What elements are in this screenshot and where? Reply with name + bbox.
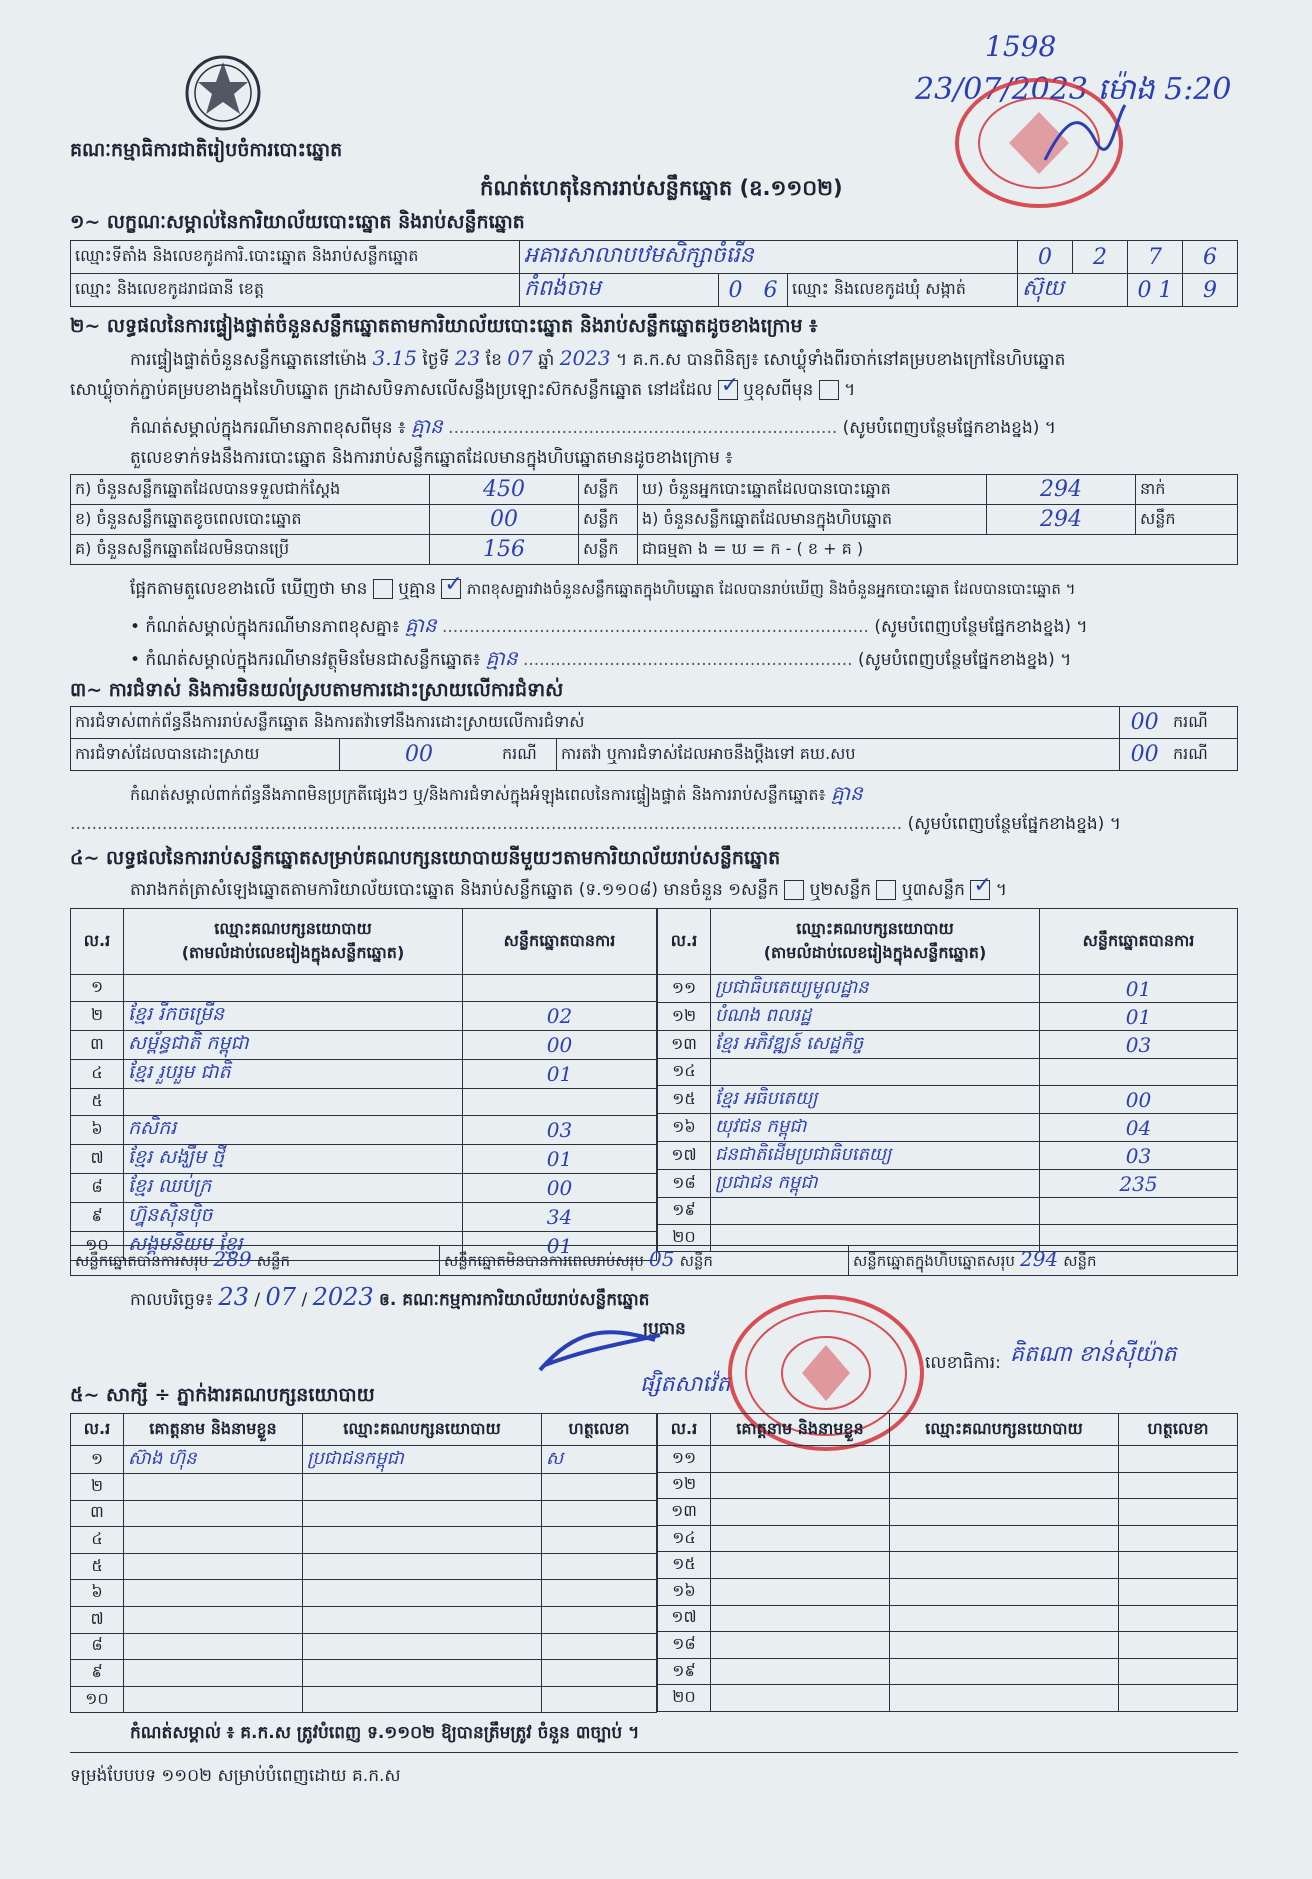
s1-row2-code-2: 6 — [763, 277, 778, 303]
witness-party — [303, 1474, 542, 1501]
count-c-unit: សន្លឹក — [579, 535, 638, 565]
total-invalid-cell — [440, 1246, 849, 1276]
party-votes: 04 — [1040, 1114, 1238, 1142]
s1-row1-code-4: 6 — [1183, 241, 1238, 274]
s2-line1-post: ។ គ.ក.ស បានពិនិត្យ៖ សោឃ្លុំទាំងពីរចាក់នៅគម្របខាងក្រៅនៃហិបឆ្នោត — [616, 350, 1066, 370]
s2-day: 23 — [454, 346, 481, 370]
s1-commune-code-3: 9 — [1183, 274, 1238, 307]
witness-name — [124, 1474, 303, 1501]
table-row — [71, 975, 657, 1002]
table-row — [658, 1198, 1238, 1225]
witness-signature: ស — [542, 1446, 657, 1474]
row-no: ១៩ — [658, 1198, 711, 1225]
table-row — [658, 1472, 1238, 1499]
witness-name — [124, 1500, 303, 1527]
row-no: ១៥ — [658, 1552, 711, 1579]
chair-name: ផ្សិតសាវ៉េត — [640, 1372, 731, 1397]
table-row — [658, 1658, 1238, 1685]
s4-sub-text: តារាងកត់ត្រាសំឡេងឆ្នោតតាមការិយាល័យបោះឆ្នោត និងរាប់សន្លឹកឆ្នោត (ទ.១១០៨) មានចំនួន ១សន្លឹក — [130, 880, 779, 900]
total-valid-value: 289 — [213, 1247, 252, 1271]
s2-bullet1-label: • កំណត់សម្គាល់ក្នុងករណីមានភាពខុសគ្នា៖ — [130, 617, 400, 637]
table-row — [658, 1086, 1238, 1114]
col-name: គោត្តនាម និងនាមខ្លួន — [711, 1414, 890, 1446]
s2-bullet2: • កំណត់សម្គាល់ក្នុងករណីមានវត្ថុមិនមែនជាសន្លឹកឆ្នោត៖ គ្មាន ............................................................. (សូមបំពេញបន្ថែមផ្នែកខាងខ្នង) ។ — [130, 646, 1072, 670]
count-d-value: 294 — [987, 475, 1136, 505]
s3-note-label: កំណត់សម្គាល់ពាក់ព័ន្ធនឹងភាពមិនប្រក្រតីផ្សេងៗ ឬ/និងការជំទាស់ក្នុងអំឡុងពេលនៃការផ្ទៀងផ្ទាត់ និងការរាប់សន្លឹកឆ្នោត៖ — [130, 785, 826, 804]
total-valid-label: សន្លឹកឆ្នោតបានការសរុប — [75, 1252, 209, 1270]
s3-row2-unit: ករណី — [498, 739, 557, 771]
table-row — [71, 1002, 657, 1031]
row-no: ២ — [71, 1474, 124, 1501]
s2-fill-hint: (សូមបំពេញបន្ថែមផ្នែកខាងខ្នង) ។ — [842, 418, 1056, 438]
s1-row2-commune-value: ស៊ុយ — [1018, 274, 1128, 307]
party-votes: 01 — [1040, 975, 1238, 1003]
witness-signature — [542, 1686, 657, 1713]
row-no: ១៨ — [658, 1170, 711, 1198]
s2-line2-text: សោឃ្លុំចាក់ភ្ជាប់គម្របខាងក្នុងនៃហិបឆ្នោត ក្រដាសបិទភាសលើសន្លឹងប្រឡោះស៊កសន្លឹកឆ្នោត នៅដដែល — [70, 380, 713, 400]
party-votes — [1040, 1059, 1238, 1086]
count-d-unit: នាក់ — [1136, 475, 1238, 505]
row-no: ៣ — [71, 1031, 124, 1060]
witness-signature — [542, 1500, 657, 1527]
table-row — [658, 1031, 1238, 1059]
row-no: ១៨ — [658, 1632, 711, 1659]
col-party — [124, 909, 463, 975]
party-name: ខ្មែរ រីកចម្រើន — [124, 1002, 463, 1031]
check-mark-icon: ✓ — [444, 572, 463, 597]
table-row — [658, 1578, 1238, 1605]
witness-signature — [542, 1474, 657, 1501]
signature-mark-top — [1040, 100, 1130, 174]
s3-row1-unit: ករណី — [1169, 707, 1238, 739]
row-no: ២០ — [658, 1225, 711, 1252]
table-row — [71, 1527, 657, 1554]
party-votes: 235 — [1040, 1170, 1238, 1198]
col-party: ឈ្មោះគណបក្សនយោបាយ — [890, 1414, 1119, 1446]
col-no: ល.រ — [658, 1414, 711, 1446]
col-party-sub: (តាមលំដាប់លេខរៀងក្នុងសន្លឹកឆ្នោត) — [763, 942, 987, 962]
witness-name — [124, 1580, 303, 1607]
s2-note: កំណត់សម្គាល់ក្នុងករណីមានភាពខុសពីមុន ៖ គ្មាន ........................................................................ (សូមបំពេញបន្ថែមផ្នែកខាងខ្នង) ។ — [130, 414, 1056, 438]
party-name: ខ្មែរ រួបរួម ជាតិ — [124, 1060, 463, 1089]
witness-signature — [542, 1553, 657, 1580]
witness-name — [124, 1527, 303, 1554]
form-title: កំណត់ហេតុនៃការរាប់សន្លឹកឆ្នោត (ឧ.១១០២) — [480, 176, 843, 200]
s1-row1-code-1: 0 — [1018, 241, 1073, 274]
footer-divider — [70, 1752, 1238, 1753]
s4-sub-opt3: ឬ៣សន្លឹក — [901, 880, 965, 900]
witness-party — [303, 1606, 542, 1633]
sheets-3-checkbox[interactable] — [970, 873, 992, 900]
row-no: ១ — [71, 1446, 124, 1474]
section4-heading: ៤~ លទ្ធផលនៃការរាប់សន្លឹកឆ្នោតសម្រាប់គណបក្សនយោបាយនីមួយៗតាមការិយាល័យរាប់សន្លឹកឆ្នោត — [70, 847, 781, 869]
s2-bullet1: • កំណត់សម្គាល់ក្នុងករណីមានភាពខុសគ្នា៖ គ្មាន ............................................................................... (សូមបំពេញបន្ថែមផ្នែកខាងខ្នង) ។ — [130, 613, 1088, 637]
row-no: ៤ — [71, 1527, 124, 1554]
sheets-2-checkbox[interactable] — [876, 880, 896, 900]
stamp-top-number: 1598 — [985, 30, 1057, 63]
party-votes: 03 — [463, 1116, 657, 1145]
s2-diff-post: ភាពខុសគ្នារវាងចំនួនសន្លឹកឆ្នោតក្នុងហិបឆ្នោត ដែលបានរាប់ឃើញ និងចំនួនអ្នកបោះឆ្នោត ដែលបានបោះឆ្នោត ។ — [466, 580, 1076, 598]
party-name — [711, 1198, 1040, 1225]
s4-sub-opt2: ឬ២សន្លឹក — [809, 880, 872, 900]
s2-bullet2-label: • កំណត់សម្គាល់ក្នុងករណីមានវត្ថុមិនមែនជាសន្លឹកឆ្នោត៖ — [130, 650, 481, 670]
row-no: ៥ — [71, 1089, 124, 1116]
col-party: ឈ្មោះគណបក្សនយោបាយ — [303, 1414, 542, 1446]
row-no: ៩ — [71, 1660, 124, 1687]
party-votes: 01 — [1040, 1003, 1238, 1031]
count-a-unit: សន្លឹក — [579, 475, 638, 505]
party-votes: 01 — [463, 1232, 657, 1261]
party-votes — [463, 1089, 657, 1116]
s4-sub: តារាងកត់ត្រាសំឡេងឆ្នោតតាមការិយាល័យបោះឆ្នោត និងរាប់សន្លឹកឆ្នោត (ទ.១១០៨) មានចំនួន ១សន្លឹក ឬ២សន្លឹក ឬ៣សន្លឹក ✓ ។ — [130, 873, 1008, 900]
row-no: ៨ — [71, 1174, 124, 1203]
footer-form-note: ទម្រង់បែបបទ ១១០២ សម្រាប់បំពេញដោយ គ.ក.ស — [70, 1766, 401, 1786]
table-row — [71, 1606, 657, 1633]
col-party-title: ឈ្មោះគណបក្សនយោបាយ — [796, 918, 954, 938]
s2-line2-or: ឬខុសពីមុន — [743, 380, 814, 400]
total-valid-unit: សន្លឹក — [256, 1252, 291, 1270]
total-invalid-value: 05 — [649, 1247, 675, 1271]
party-votes: 34 — [463, 1203, 657, 1232]
count-e-label: ង) ចំនួនសន្លឹកឆ្នោតដែលមានក្នុងហិបឆ្នោត — [638, 505, 987, 535]
party-votes: 00 — [463, 1174, 657, 1203]
row-no: ២ — [71, 1002, 124, 1031]
row-no: ១២ — [658, 1472, 711, 1499]
s1-row1-code-3: 7 — [1128, 241, 1183, 274]
party-votes: 00 — [463, 1031, 657, 1060]
s1-row1-value: អគារសាលាបឋមសិក្សាចំរើន — [520, 241, 1018, 274]
witness-party — [303, 1580, 542, 1607]
table-row — [71, 1474, 657, 1501]
party-name — [124, 1089, 463, 1116]
s2-bullet1-hint: (សូមបំពេញបន្ថែមផ្នែកខាងខ្នង) ។ — [874, 617, 1088, 637]
section3-heading: ៣~ ការជំទាស់ និងការមិនយល់ស្របតាមការដោះស្រាយលើការជំទាស់ — [70, 679, 564, 701]
s1-row1-label: ឈ្មោះទីតាំង និងលេខកូដការិ.បោះឆ្នោត និងរាប់សន្លឹកឆ្នោត — [71, 241, 520, 274]
party-votes: 03 — [1040, 1031, 1238, 1059]
witness-name: ស៊ាង ហ៊ុន — [124, 1446, 303, 1474]
row-no: ៨ — [71, 1633, 124, 1660]
s2-line1 — [130, 346, 1065, 374]
s2-diff-line — [130, 572, 1076, 603]
s2-diff-or: ឬគ្មាន — [398, 579, 437, 599]
col-party-sub: (តាមលំដាប់លេខរៀងក្នុងសន្លឹកឆ្នោត) — [181, 942, 405, 962]
table-row — [658, 1142, 1238, 1170]
s1-row2-label: ឈ្មោះ និងលេខកូដរាជធានី ខេត្ត — [71, 274, 520, 307]
witness-table-left — [70, 1413, 657, 1713]
table-row — [658, 1114, 1238, 1142]
s2-intro: តួលេខទាក់ទងនឹងការបោះឆ្នោត និងការរាប់សន្លឹកឆ្នោតដែលមានក្នុងហិបឆ្នោតមានដូចខាងក្រោម ៖ — [130, 448, 733, 468]
count-formula: ជាធម្មតា ង = ឃ = ក - ( ខ + គ ) — [638, 535, 1238, 565]
party-name: កសិករ — [124, 1116, 463, 1145]
count-d-label: ឃ) ចំនួនអ្នកបោះឆ្នោតដែលបានបោះឆ្នោត — [638, 475, 987, 505]
count-b-unit: សន្លឹក — [579, 505, 638, 535]
col-party — [711, 909, 1040, 975]
witness-name — [124, 1606, 303, 1633]
date-year: 2023 — [312, 1283, 374, 1311]
s5-footnote: កំណត់សម្គាល់ ៖ គ.ក.ស ត្រូវបំពេញ ទ.១១០២ ឱ្យបានត្រឹមត្រូវ ចំនួន ៣ច្បាប់ ។ — [130, 1723, 640, 1743]
s3-row2b-value: 00 — [1120, 739, 1169, 771]
s2-line1-year: ឆ្នាំ — [538, 350, 555, 370]
row-no: ១៣ — [658, 1499, 711, 1526]
total-invalid-unit: សន្លឹក — [679, 1252, 713, 1270]
party-votes: 02 — [463, 1002, 657, 1031]
total-box-cell — [849, 1246, 1238, 1276]
received-timestamp: 23/07/2023 ម៉ោង 5:20 — [915, 72, 1232, 107]
table-row — [658, 1525, 1238, 1552]
party-name — [711, 1059, 1040, 1086]
row-no: ១៧ — [658, 1605, 711, 1632]
table-row — [71, 1145, 657, 1174]
witness-party — [303, 1660, 542, 1687]
s2-year: 2023 — [559, 346, 611, 370]
row-no: ១៩ — [658, 1658, 711, 1685]
party-name: ប្រជាជន កម្ពុជា — [711, 1170, 1040, 1198]
party-name: ខ្មែរ សង្ឃឹម ថ្មី — [124, 1145, 463, 1174]
seal-changed-checkbox[interactable] — [819, 380, 839, 400]
seal-intact-checkbox[interactable] — [718, 373, 740, 400]
count-c-label: គ) ចំនួនសន្លឹកឆ្នោតដែលមិនបានប្រើ — [71, 535, 430, 565]
section5-heading: ៥~ សាក្សី ÷ ភ្នាក់ងារគណបក្សនយោបាយ — [70, 1384, 375, 1406]
row-no: ១០ — [71, 1686, 124, 1713]
section2-heading: ២~ លទ្ធផលនៃការផ្ទៀងផ្ទាត់ចំនួនសន្លឹកឆ្នោតតាមការិយាល័យបោះឆ្នោត និងរាប់សន្លឹកឆ្នោតដូចខាងក្រោម ៖ — [70, 315, 818, 337]
sheets-1-checkbox[interactable] — [784, 880, 804, 900]
party-votes: 01 — [463, 1145, 657, 1174]
difference-no-checkbox[interactable] — [441, 572, 463, 599]
witness-name — [124, 1686, 303, 1713]
row-no: ៦ — [71, 1116, 124, 1145]
party-votes: 00 — [1040, 1086, 1238, 1114]
s1-row1-code-2: 2 — [1073, 241, 1128, 274]
total-valid-cell — [71, 1246, 440, 1276]
col-name: គោត្តនាម និងនាមខ្លួន — [124, 1414, 303, 1446]
row-no: ២០ — [658, 1685, 711, 1712]
count-b-label: ខ) ចំនួនសន្លឹកឆ្នោតខូចពេលបោះឆ្នោត — [71, 505, 430, 535]
check-mark-icon: ✓ — [720, 373, 740, 398]
s2-line1-day: ថ្ងៃទី — [422, 350, 450, 370]
party-name: ហ្វ៊ុនស៊ិនប៉ិច — [124, 1203, 463, 1232]
count-e-unit: សន្លឹក — [1136, 505, 1238, 535]
witness-name — [124, 1553, 303, 1580]
witness-table-right — [657, 1413, 1238, 1712]
party-name: ខ្មែរ ឈប់ក្រ — [124, 1174, 463, 1203]
table-row — [71, 1060, 657, 1089]
s1-commune-code-1: 0 — [1137, 277, 1152, 303]
s3-row2b-label: ការតវ៉ា ឬការជំទាស់ដែលអាចនឹងប្តឹងទៅ គឃ.សប — [557, 739, 1120, 771]
secretary-label: លេខាធិការ: — [925, 1353, 1001, 1373]
row-no: ៦ — [71, 1580, 124, 1607]
secretary-name: គិតណា ខាន់ស៊ីយ៉ាត — [1010, 1342, 1177, 1367]
s3-row2b-unit: ករណី — [1169, 739, 1238, 771]
s1-row2-commune-label: ឈ្មោះ និងលេខកូដឃុំ សង្កាត់ — [788, 274, 1018, 307]
table-row — [658, 1446, 1238, 1473]
col-sign: ហត្ថលេខា — [542, 1414, 657, 1446]
witness-party: ប្រជាជនកម្ពុជា — [303, 1446, 542, 1474]
table-row — [71, 1660, 657, 1687]
s2-bullet1-value: គ្មាន — [404, 613, 437, 637]
total-box-value: 294 — [1019, 1247, 1059, 1271]
s4-date-line: កាលបរិច្ឆេទ៖ 23 / 07 / 2023 ឲ. គណៈកម្មការការិយាល័យរាប់សន្លឹកឆ្នោត — [130, 1283, 650, 1311]
witness-name — [124, 1660, 303, 1687]
witness-signature — [542, 1606, 657, 1633]
row-no: ៧ — [71, 1145, 124, 1174]
s3-row2-value: 00 — [340, 739, 499, 771]
s2-counts-table — [70, 474, 1238, 565]
chair-label: ប្រធាន — [643, 1319, 686, 1339]
col-sign: ហត្ថលេខា — [1119, 1414, 1238, 1446]
nec-logo — [178, 48, 268, 134]
table-row — [71, 1446, 657, 1474]
party-name: សង្គមនិយម ខ្មែរ — [124, 1232, 463, 1261]
row-no: ១ — [71, 975, 124, 1002]
col-no: ល.រ — [71, 909, 124, 975]
table-row — [71, 1174, 657, 1203]
row-no: ៥ — [71, 1553, 124, 1580]
table-row — [71, 1553, 657, 1580]
table-row — [658, 1552, 1238, 1579]
witness-signature — [542, 1527, 657, 1554]
s4-totals — [70, 1245, 1238, 1276]
s2-bullet2-value: គ្មាន — [485, 646, 518, 670]
party-votes: 01 — [463, 1060, 657, 1089]
party-name: សម្ព័ន្ធជាតិ កម្ពុជា — [124, 1031, 463, 1060]
table-row — [71, 1031, 657, 1060]
check-mark-icon: ✓ — [973, 873, 992, 898]
table-row — [71, 1116, 657, 1145]
s2-diff-pre: ផ្អែកតាមតួលេខខាងលើ ឃើញថា មាន — [130, 579, 368, 599]
s2-time: 3.15 — [372, 346, 418, 370]
difference-yes-checkbox[interactable] — [373, 579, 393, 599]
party-name: ខ្មែរ អធិបតេយ្យ — [711, 1086, 1040, 1114]
party-votes — [463, 975, 657, 1002]
date-label: កាលបរិច្ឆេទ៖ — [130, 1290, 214, 1310]
witness-party — [303, 1500, 542, 1527]
count-a-value: 450 — [430, 475, 579, 505]
row-no: ៤ — [71, 1060, 124, 1089]
s2-bullet2-hint: (សូមបំពេញបន្ថែមផ្នែកខាងខ្នង) ។ — [857, 650, 1072, 670]
row-no: ១៥ — [658, 1086, 711, 1114]
row-no: ១៤ — [658, 1525, 711, 1552]
witness-party — [303, 1633, 542, 1660]
party-name: ជនជាតិដើមប្រជាធិបតេយ្យ — [711, 1142, 1040, 1170]
s3-note-value: គ្មាន — [830, 781, 863, 805]
table-row — [71, 1500, 657, 1527]
row-no: ១៧ — [658, 1142, 711, 1170]
s3-note-line2: .......................................................................................................................................................... (សូមបំពេញបន្ថែមផ្នែកខាងខ្នង) ។ — [70, 814, 1121, 834]
row-no: ១១ — [658, 975, 711, 1003]
s3-fill-hint: (សូមបំពេញបន្ថែមផ្នែកខាងខ្នង) ។ — [907, 814, 1121, 834]
s3-note — [130, 780, 1240, 810]
s3-table — [70, 706, 1238, 771]
table-row — [71, 1089, 657, 1116]
row-no: ១០ — [71, 1232, 124, 1261]
s3-row1-label: ការជំទាស់ពាក់ព័ន្ធនឹងការរាប់សន្លឹកឆ្នោត និងការតវ៉ាទៅនឹងការដោះស្រាយលើការជំទាស់ — [71, 707, 1120, 739]
col-votes: សន្លឹកឆ្នោតបានការ — [463, 909, 657, 975]
table-row — [71, 1580, 657, 1607]
table-row — [658, 1003, 1238, 1031]
s2-month: 07 — [507, 346, 533, 370]
col-party-title: ឈ្មោះគណបក្សនយោបាយ — [214, 918, 372, 938]
row-no: ៩ — [71, 1203, 124, 1232]
s2-line2: សោឃ្លុំចាក់ភ្ជាប់គម្របខាងក្នុងនៃហិបឆ្នោត ក្រដាសបិទភាសលើសន្លឹងប្រឡោះស៊កសន្លឹកឆ្នោត នៅដដែល ✓ ឬខុសពីមុន ។ — [70, 373, 856, 400]
total-invalid-label: សន្លឹកឆ្នោតមិនបានការពេលរាប់សរុប — [444, 1252, 644, 1270]
s2-line1-month: ខែ — [485, 350, 502, 370]
count-e-value: 294 — [987, 505, 1136, 535]
witness-party — [303, 1686, 542, 1713]
total-box-label: សន្លឹកឆ្នោតក្នុងហិបឆ្នោតសរុប — [853, 1252, 1015, 1270]
org-name: គណៈកម្មាធិការជាតិរៀបចំការបោះឆ្នោត — [70, 139, 343, 161]
section1-heading: ១~ លក្ខណៈសម្គាល់នៃការិយាល័យបោះឆ្នោត និងរាប់សន្លឹកឆ្នោត — [70, 211, 525, 233]
col-no: ល.រ — [658, 909, 711, 975]
witness-party — [303, 1553, 542, 1580]
party-votes: 03 — [1040, 1142, 1238, 1170]
table-row — [71, 1633, 657, 1660]
s1-row2-value: កំពង់ចាម — [520, 274, 719, 307]
col-votes: សន្លឹកឆ្នោតបានការ — [1040, 909, 1238, 975]
date-post: ឲ. គណៈកម្មការការិយាល័យរាប់សន្លឹកឆ្នោត — [379, 1290, 650, 1310]
s2-note-label: កំណត់សម្គាល់ក្នុងករណីមានភាពខុសពីមុន ៖ — [130, 418, 406, 438]
table-row — [658, 1059, 1238, 1086]
row-no: ៧ — [71, 1606, 124, 1633]
table-row — [71, 1203, 657, 1232]
table-row — [658, 1605, 1238, 1632]
row-no: ១៤ — [658, 1059, 711, 1086]
count-b-value: 00 — [430, 505, 579, 535]
row-no: ១៦ — [658, 1114, 711, 1142]
party-votes — [1040, 1198, 1238, 1225]
table-row — [658, 1499, 1238, 1526]
witness-name — [124, 1633, 303, 1660]
witness-signature — [542, 1580, 657, 1607]
total-box-unit: សន្លឹក — [1063, 1252, 1097, 1270]
s2-note-value: គ្មាន — [411, 414, 443, 438]
row-no: ១១ — [658, 1446, 711, 1473]
witness-party — [303, 1527, 542, 1554]
section1-table — [70, 240, 1238, 307]
date-day: 23 — [218, 1283, 249, 1311]
s1-row2-code — [719, 274, 788, 307]
party-results-left — [70, 908, 657, 1261]
witness-signature — [542, 1633, 657, 1660]
date-month: 07 — [265, 1283, 297, 1311]
s3-row2-label: ការជំទាស់ដែលបានដោះស្រាយ — [71, 739, 340, 771]
party-name: បំណង ពលរដ្ឋ — [711, 1003, 1040, 1031]
party-name — [124, 975, 463, 1002]
table-row — [658, 975, 1238, 1003]
witness-signature — [542, 1660, 657, 1687]
s1-row2-commune-code — [1128, 274, 1183, 307]
count-a-label: ក) ចំនួនសន្លឹកឆ្នោតដែលបានទទួលជាក់ស្តែង — [71, 475, 430, 505]
table-row — [71, 1686, 657, 1713]
row-no: ១៦ — [658, 1578, 711, 1605]
party-results-right — [657, 908, 1238, 1252]
row-no: ១២ — [658, 1003, 711, 1031]
s3-row1-value: 00 — [1120, 707, 1169, 739]
col-no: ល.រ — [71, 1414, 124, 1446]
row-no: ៣ — [71, 1500, 124, 1527]
row-no: ១៣ — [658, 1031, 711, 1059]
table-row — [658, 1632, 1238, 1659]
table-row — [658, 1170, 1238, 1198]
party-name: ប្រជាធិបតេយ្យមូលដ្ឋាន — [711, 975, 1040, 1003]
party-name: ខ្មែរ អភិវឌ្ឍន៍ សេដ្ឋកិច្ច — [711, 1031, 1040, 1059]
s1-commune-code-2: 1 — [1158, 277, 1173, 303]
s2-line1-pre: ការផ្ទៀងផ្ទាត់ចំនួនសន្លឹកឆ្នោតនៅម៉ោង — [130, 350, 368, 370]
count-c-value: 156 — [430, 535, 579, 565]
party-name: យុវជន កម្ពុជា — [711, 1114, 1040, 1142]
table-row — [658, 1685, 1238, 1712]
s1-row2-code-1: 0 — [728, 277, 743, 303]
